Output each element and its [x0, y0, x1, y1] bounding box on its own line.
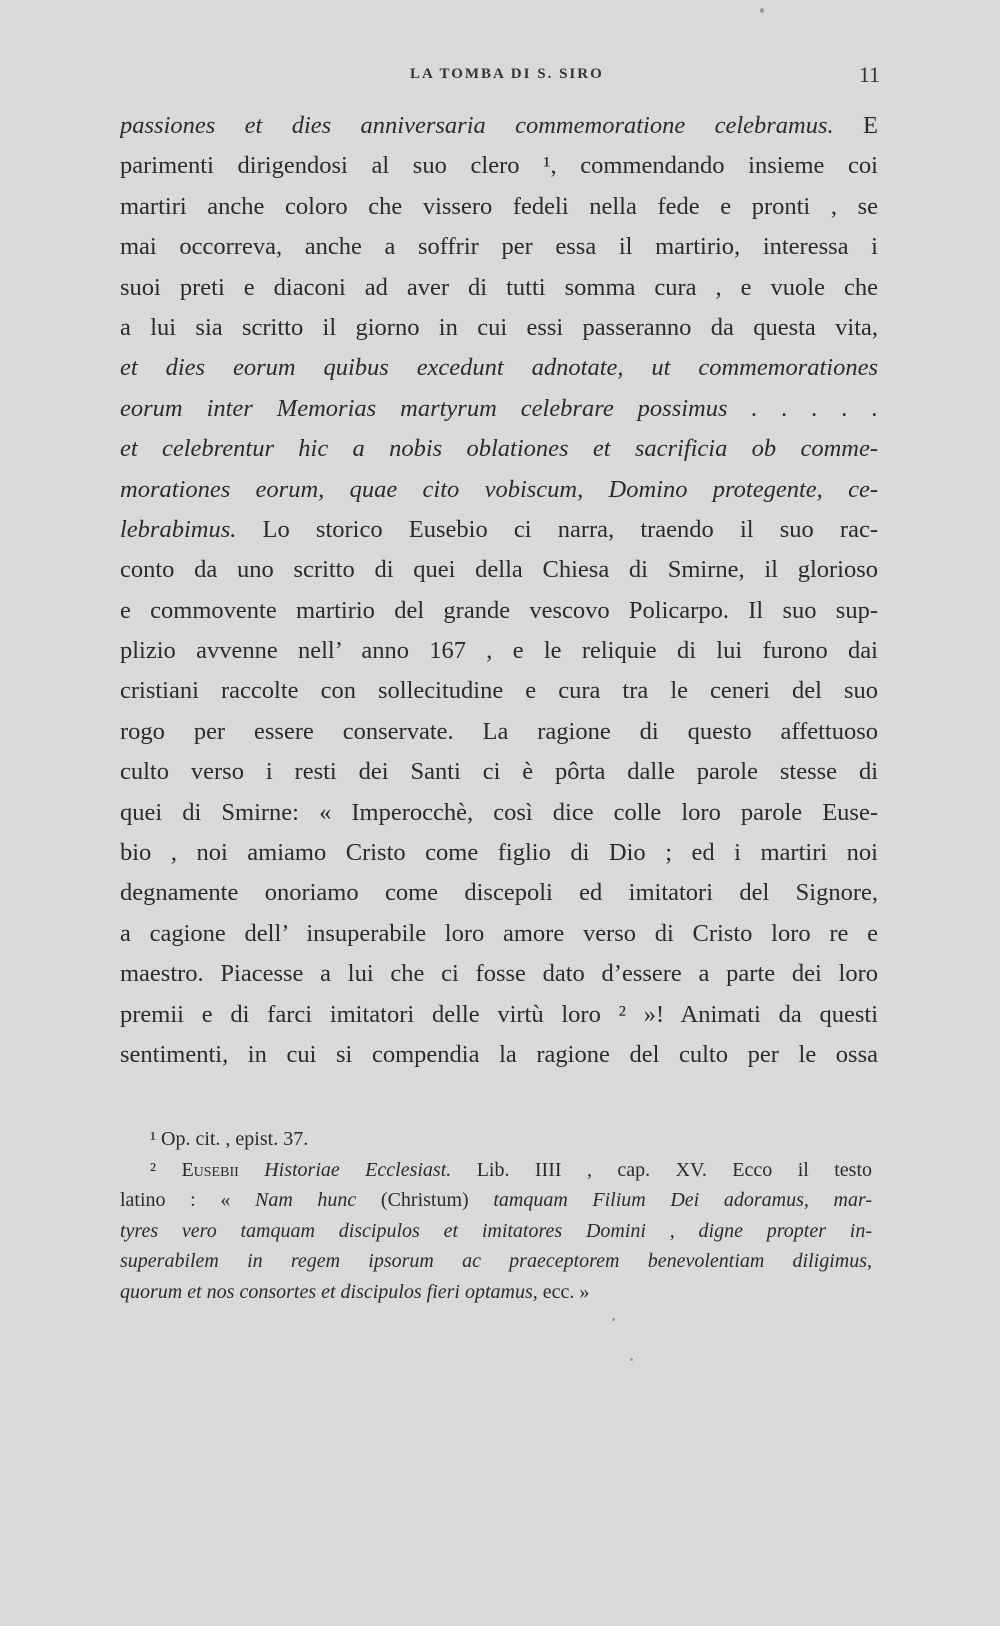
text-segment: martiri anche coloro che vissero fedeli nella fede e pronti , se [120, 192, 878, 220]
text-line [120, 308, 878, 348]
text-segment: Lo storico Eusebio ci narra, traendo il suo rac- [236, 515, 878, 543]
body-text [120, 106, 878, 1075]
text-segment: latino : « [120, 1189, 255, 1211]
text-line [120, 106, 878, 146]
text-line [120, 550, 878, 590]
text-line [120, 470, 878, 510]
text-segment: bio , noi amiamo Cristo come figlio di Dio ; ed i martiri noi [120, 839, 878, 867]
page-number: 11 [858, 62, 880, 87]
italic-segment: tyres vero tamquam discipulos et imitatores Domini , digne propter in- [120, 1219, 872, 1242]
text-segment: premii e di farci imitatori delle virtù loro ² »! Animati da questi [120, 1000, 878, 1028]
text-segment: rogo per essere conservate. La ragione di questo affettuoso [120, 717, 878, 745]
text-line [120, 146, 878, 186]
text-segment: ¹ Op. cit. , epist. 37. [150, 1128, 309, 1150]
text-line [120, 187, 878, 227]
text-line [120, 429, 878, 469]
text-line [120, 631, 878, 671]
text-segment: conto da uno scritto di quei della Chiesa di Smirne, il glorioso [120, 556, 878, 584]
text-line [120, 348, 878, 388]
text-segment: sentimenti, in cui si compendia la ragione del culto per le ossa [120, 1040, 878, 1068]
italic-segment: quorum et nos consortes et discipulos fieri optamus, [120, 1280, 538, 1303]
footnote-line [120, 1185, 872, 1216]
italic-segment: et celebrentur hic a nobis oblationes et sacrificia ob comme- [120, 435, 878, 463]
paper-speck [612, 1318, 615, 1321]
footnotes [120, 1124, 872, 1307]
text-line [120, 510, 878, 550]
text-segment: a cagione dell’ insuperabile loro amore verso di Cristo loro re e [120, 919, 878, 947]
text-segment: culto verso i resti dei Santi ci è pôrta dalle parole stesse di [120, 758, 878, 786]
text-line [120, 227, 878, 267]
text-segment: parimenti dirigendosi al suo clero ¹, commendando insieme coi [120, 152, 878, 180]
text-segment: ² [150, 1158, 182, 1181]
footnote-line [120, 1216, 872, 1247]
text-segment: Lib. IIII , cap. XV. Ecco il testo [451, 1158, 872, 1181]
footnote-line [120, 1246, 872, 1277]
paper-speck [760, 8, 764, 13]
text-segment: cristiani raccolte con sollecitudine e cura tra le ceneri del suo [120, 677, 878, 705]
text-segment: degnamente onoriamo come discepoli ed imitatori del Signore, [120, 879, 878, 907]
text-line [120, 671, 878, 711]
italic-segment: morationes eorum, quae cito vobiscum, Domino protegente, ce- [120, 475, 878, 503]
italic-segment: tamquam Filium Dei adoramus, mar- [493, 1189, 872, 1211]
text-line [120, 752, 878, 792]
text-segment: E [833, 112, 878, 139]
author-name: Eusebii [181, 1158, 239, 1181]
text-line [120, 873, 878, 913]
running-head [120, 62, 880, 92]
running-title: LA TOMBA DI S. SIRO [410, 66, 604, 82]
text-segment: mai occorreva, anche a soffrir per essa il martirio, interessa i [120, 233, 878, 261]
italic-segment: Nam hunc [255, 1189, 357, 1211]
text-segment: (Christum) [356, 1189, 494, 1211]
text-line [120, 793, 878, 833]
italic-segment: eorum inter Memorias martyrum celebrare possimus . . . . . [120, 394, 878, 422]
text-segment: suoi preti e diaconi ad aver di tutti somma cura , e vuole che [120, 273, 878, 301]
text-segment: a lui sia scritto il giorno in cui essi passeranno da questa vita, [120, 313, 878, 341]
text-line [120, 954, 878, 994]
text-line [120, 268, 878, 308]
text-line [120, 591, 878, 631]
text-line [120, 833, 878, 873]
italic-segment: Historiae Ecclesiast. [238, 1158, 452, 1181]
text-segment: plizio avvenne nell’ anno 167 , e le reliquie di lui furono dai [120, 637, 878, 665]
text-segment: quei di Smirne: « Imperocchè, così dice colle loro parole Euse- [120, 798, 878, 826]
text-line [120, 1035, 878, 1075]
text-line [120, 995, 878, 1035]
paper-speck [630, 1358, 633, 1361]
text-segment: ecc. » [537, 1280, 590, 1303]
footnote-line [120, 1155, 872, 1186]
footnote-line [120, 1124, 872, 1155]
text-segment: maestro. Piacesse a lui che ci fosse dato d’essere a parte dei loro [120, 960, 878, 988]
italic-segment: superabilem in regem ipsorum ac praeceptorem benevolentiam diligimus, [120, 1250, 872, 1272]
footnote-line [120, 1277, 872, 1308]
text-line [120, 389, 878, 429]
italic-segment: passiones et dies anniversaria commemoratione celebramus. [120, 112, 834, 139]
text-line [120, 914, 878, 954]
text-line [120, 712, 878, 752]
italic-segment: lebrabimus. [120, 515, 237, 543]
text-segment: e commovente martirio del grande vescovo Policarpo. Il suo sup- [120, 596, 878, 624]
italic-segment: et dies eorum quibus excedunt adnotate, ut commemorationes [120, 354, 878, 382]
